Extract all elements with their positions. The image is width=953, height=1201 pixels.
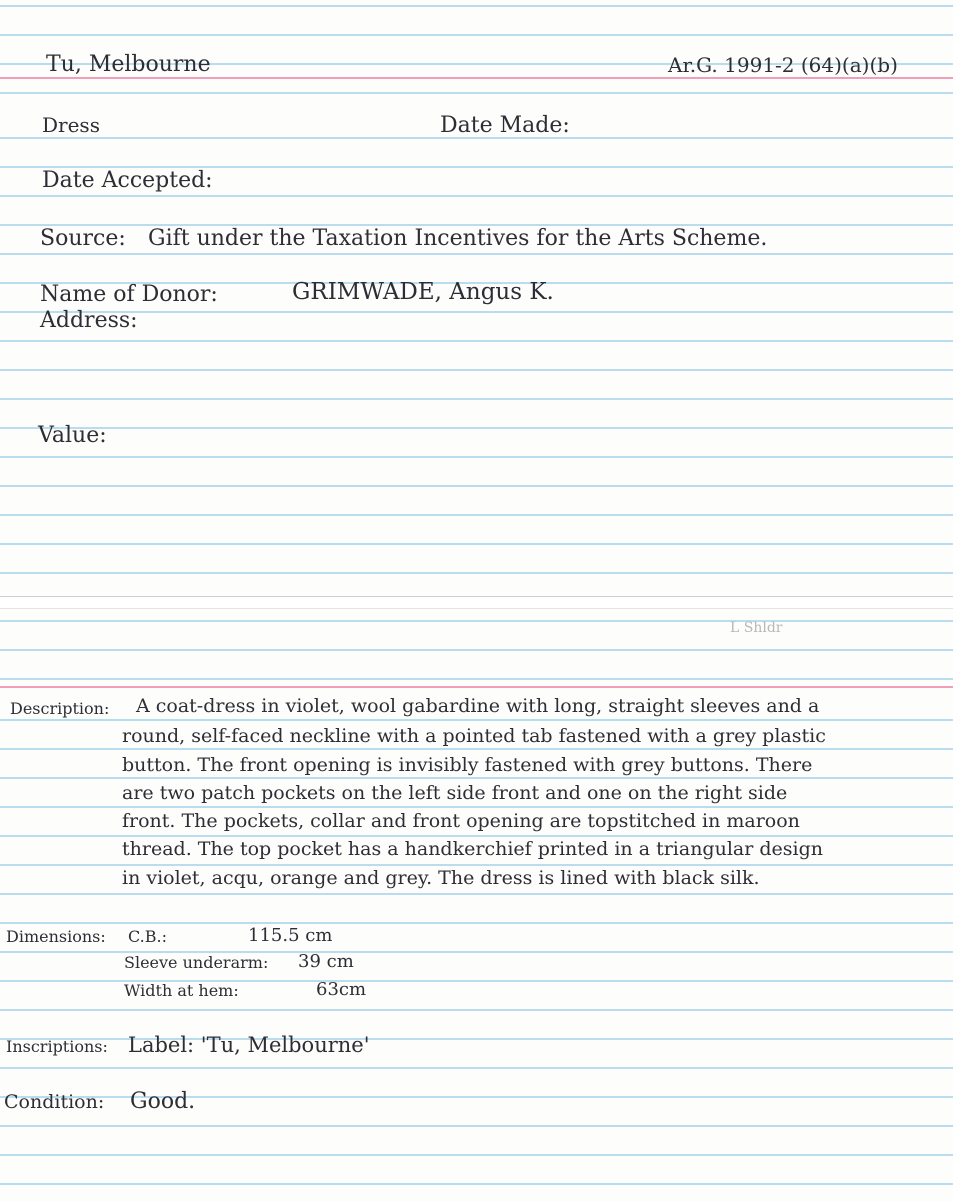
description-line: thread. The top pocket has a handkerchief printed in a triangular design <box>122 838 823 860</box>
description-line: are two patch pockets on the left side front and one on the right side <box>122 782 788 804</box>
inscriptions-label: Inscriptions: <box>6 1037 108 1056</box>
description-line: front. The pockets, collar and front opening are topstitched in maroon <box>122 810 800 832</box>
dimension-value: 39 cm <box>298 951 354 972</box>
catalogue-card-back <box>0 608 953 1201</box>
dimension-name: C.B.: <box>128 927 167 946</box>
margin-note: L Shldr <box>730 620 783 636</box>
description-line: round, self-faced neckline with a pointed tab fastened with a grey plastic <box>122 725 826 747</box>
address-label: Address: <box>40 308 138 333</box>
description-label: Description: <box>10 699 110 718</box>
condition-value: Good. <box>130 1089 196 1114</box>
dimension-name: Width at hem: <box>124 981 239 1000</box>
inscriptions-value: Label: 'Tu, Melbourne' <box>128 1033 370 1057</box>
description-line: A coat-dress in violet, wool gabardine with long, straight sleeves and a <box>136 695 820 717</box>
source-label: Source: <box>40 226 126 251</box>
date-accepted-label: Date Accepted: <box>42 168 213 193</box>
dimension-value: 63cm <box>316 979 367 1000</box>
description-line: in violet, acqu, orange and grey. The dress is lined with black silk. <box>122 867 760 889</box>
donor-label: Name of Donor: <box>40 282 218 307</box>
catalogue-card-front <box>0 0 953 597</box>
value-label: Value: <box>38 423 107 448</box>
maker-name: Tu, Melbourne <box>46 52 211 77</box>
dimension-value: 115.5 cm <box>248 925 333 946</box>
accession-number: Ar.G. 1991-2 (64)(a)(b) <box>668 53 898 77</box>
donor-value: GRIMWADE, Angus K. <box>292 279 554 305</box>
date-made-label: Date Made: <box>440 113 570 138</box>
condition-label: Condition: <box>4 1091 105 1113</box>
source-value: Gift under the Taxation Incentives for the Arts Scheme. <box>148 226 768 251</box>
dimensions-label: Dimensions: <box>6 927 106 946</box>
dimension-name: Sleeve underarm: <box>124 953 269 972</box>
object-name: Dress <box>42 113 100 137</box>
description-line: button. The front opening is invisibly fastened with grey buttons. There <box>122 754 813 776</box>
